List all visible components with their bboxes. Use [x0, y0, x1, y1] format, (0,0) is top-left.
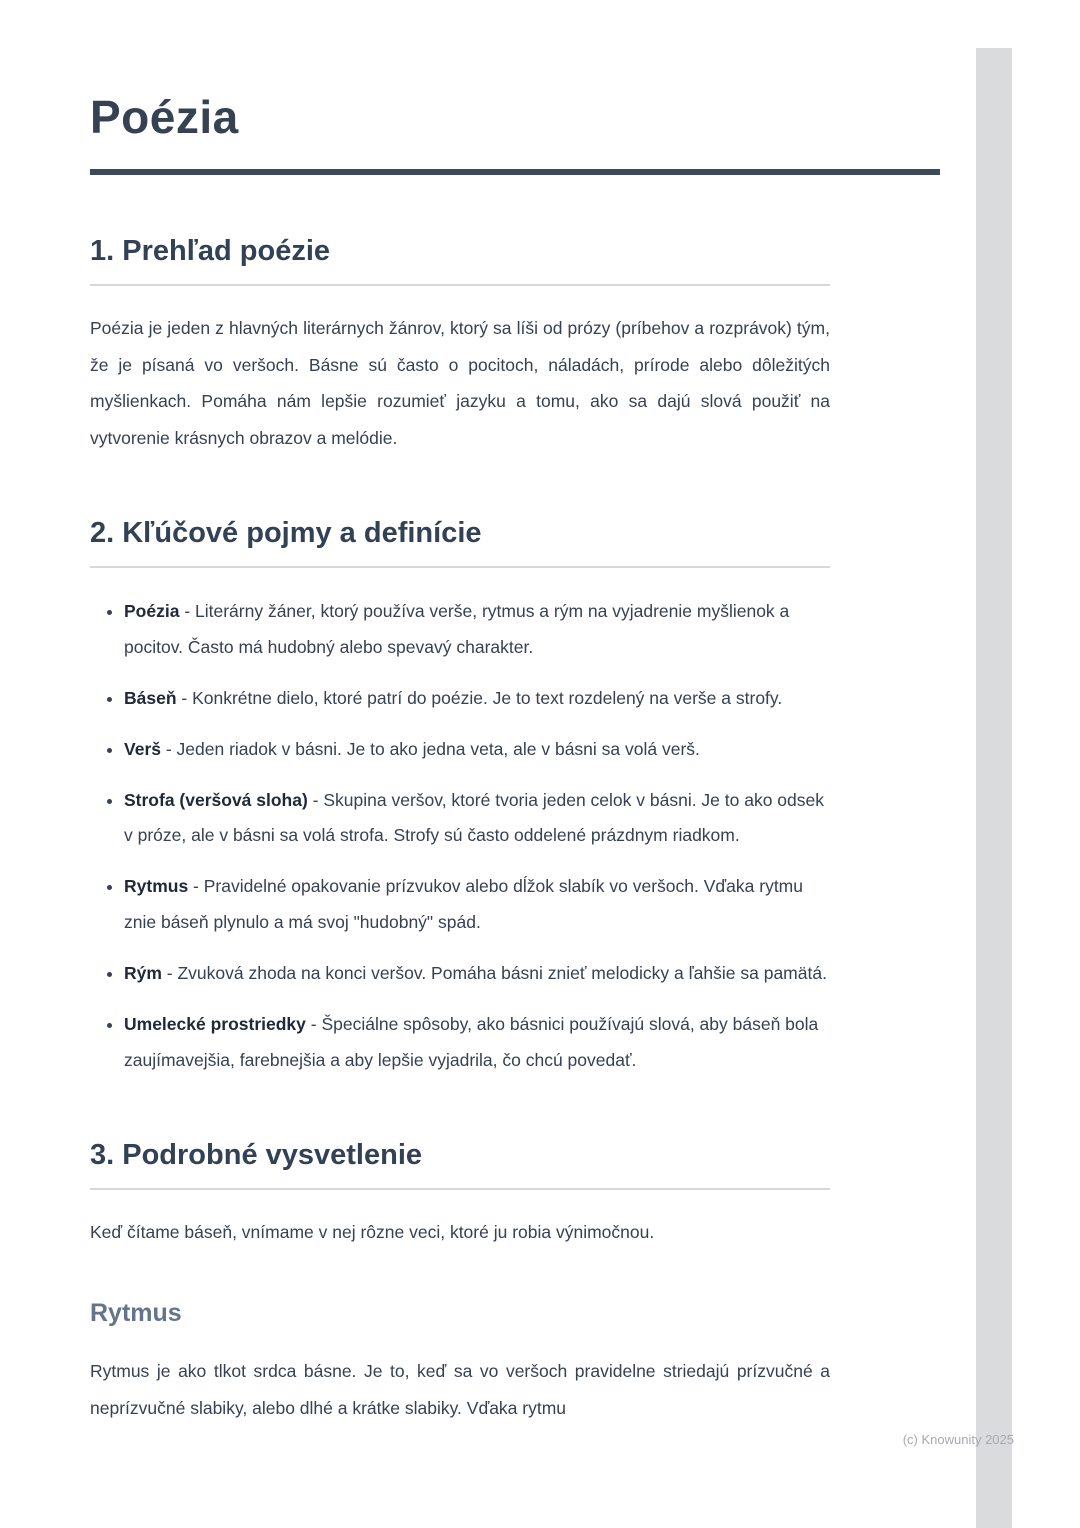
concept-item-rym: [124, 956, 834, 992]
concept-definition: - Pravidelné opakovanie prízvukov alebo dĺžok slabík vo veršoch. Vďaka rytmu znie báseň plynulo a má svoj "hudobný" spád.: [124, 876, 803, 933]
section-divider: [90, 1188, 830, 1190]
concept-term: Rým: [124, 963, 162, 984]
copyright-footer: (c) Knowunity 2025: [902, 1432, 1014, 1447]
subsection-heading-rytmus: Rytmus: [90, 1298, 182, 1327]
concept-term: Báseň: [124, 687, 177, 708]
title-divider: [90, 169, 940, 175]
concept-term: Strofa (veršová sloha): [124, 789, 308, 810]
document-content: [90, 0, 940, 1427]
concept-definition: - Konkrétne dielo, ktoré patrí do poézie. Je to text rozdelený na verše a strofy.: [176, 687, 783, 708]
section-explanation: [90, 1137, 940, 1427]
concept-term: Rytmus: [124, 876, 189, 897]
section-divider: [90, 284, 830, 286]
rytmus-paragraph: Rytmus je ako tlkot srdca básne. Je to, keď sa vo veršoch pravidelne striedajú prízvučné a neprízvučné slabiky, alebo dlhé a krátke slabiky. Vďaka rytmu: [90, 1361, 830, 1418]
page-title: Poézia: [90, 91, 239, 143]
concept-list: [90, 594, 834, 1079]
concept-definition: - Zvuková zhoda na konci veršov. Pomáha básni znieť melodicky a ľahšie sa pamätá.: [161, 963, 827, 984]
concept-definition: - Špeciálne spôsoby, ako básnici používajú slová, aby báseň bola zaujímavejšia, farebnejšia a aby lepšie vyjadrila, čo chcú povedať.: [124, 1013, 819, 1070]
explanation-intro: Keď čítame báseň, vnímame v nej rôzne veci, ktoré ju robia výnimočnou.: [90, 1221, 655, 1242]
section-heading-concepts: 2. Kľúčové pojmy a definície: [90, 516, 482, 549]
concept-item-umelecke-prostriedky: [124, 1007, 834, 1079]
section-concepts: [90, 515, 940, 1079]
section-heading-overview: 1. Prehľad poézie: [90, 234, 331, 267]
concept-term: Umelecké prostriedky: [124, 1013, 306, 1034]
concept-definition: - Jeden riadok v básni. Je to ako jedna veta, ale v básni sa volá verš.: [160, 738, 700, 759]
section-divider: [90, 566, 830, 568]
concept-term: Poézia: [124, 601, 180, 622]
concept-item-poezia: [124, 594, 834, 666]
section-overview: [90, 233, 940, 457]
concept-item-basen: [124, 681, 834, 717]
concept-item-vers: [124, 732, 834, 768]
overview-paragraph: Poézia je jeden z hlavných literárnych žánrov, ktorý sa líši od prózy (príbehov a rozprávok) tým, že je písaná vo veršoch. Básne sú často o pocitoch, náladách, prírode alebo dôležitých myšlienkach. Pomáha nám lepšie rozumieť jazyku a tomu, ako sa dajú slová použiť na vytvorenie krásnych obrazov a melódie.: [90, 317, 830, 449]
concept-item-rytmus: [124, 869, 834, 941]
concept-definition: - Literárny žáner, ktorý používa verše, rytmus a rým na vyjadrenie myšlienok a pocitov. Často má hudobný alebo spevavý charakter.: [124, 601, 790, 657]
scrollbar[interactable]: [976, 48, 1012, 1528]
section-heading-explanation: 3. Podrobné vysvetlenie: [90, 1138, 423, 1171]
concept-item-strofa: [124, 783, 834, 855]
concept-term: Verš: [124, 738, 161, 759]
concept-definition: - Skupina veršov, ktoré tvoria jeden celok v básni. Je to ako odsek v próze, ale v básni sa volá strofa. Strofy sú často oddelené prázdnym riadkom.: [124, 789, 825, 846]
